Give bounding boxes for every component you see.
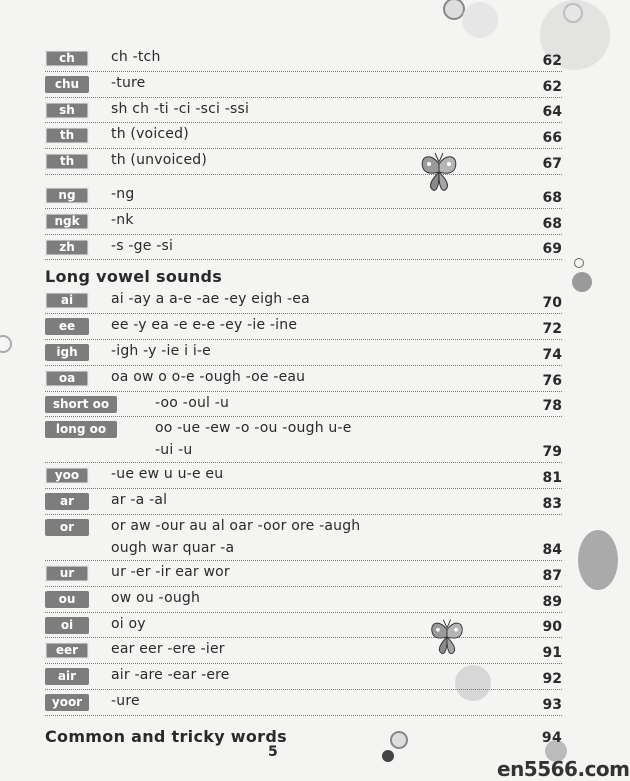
phoneme-badge: ch — [45, 50, 89, 67]
page-ref: 62 — [542, 78, 562, 95]
toc-row[interactable] — [45, 46, 562, 72]
spelling-list: -oo -oul -u — [155, 394, 230, 411]
spelling-list: th (unvoiced) — [111, 152, 208, 169]
phoneme-badge: yoo — [45, 467, 89, 484]
decor-bubble — [462, 2, 498, 38]
page-ref: 78 — [542, 398, 562, 415]
toc-row[interactable] — [45, 561, 562, 587]
toc-row[interactable] — [45, 489, 562, 515]
page-number: 5 — [268, 744, 278, 760]
toc-row[interactable] — [45, 149, 562, 175]
phoneme-badge: ur — [45, 565, 89, 582]
toc-row[interactable] — [45, 123, 562, 149]
toc-row[interactable] — [45, 613, 562, 639]
watermark: en5566.com — [497, 757, 630, 781]
page-ref: 89 — [542, 593, 562, 610]
spelling-list: oa ow o o-e -ough -oe -eau — [111, 368, 306, 385]
page-ref: 74 — [542, 346, 562, 363]
spelling-list: or aw -our au al oar -oor ore -augh — [111, 517, 361, 534]
page-ref: 81 — [542, 470, 562, 487]
decor-bubble — [572, 272, 592, 292]
toc-row[interactable] — [45, 72, 562, 98]
phoneme-badge: sh — [45, 102, 89, 119]
spelling-list: oo -ue -ew -o -ou -ough u-e — [155, 420, 352, 437]
phoneme-badge: ai — [45, 292, 89, 309]
page-ref: 83 — [542, 495, 562, 512]
decor-bubble — [574, 258, 584, 268]
page-ref: 79 — [542, 444, 562, 461]
spelling-list: oi oy — [111, 615, 146, 632]
phoneme-badge: chu — [45, 76, 89, 93]
toc-row[interactable] — [45, 638, 562, 664]
toc-row[interactable] — [45, 288, 562, 314]
phoneme-badge: eer — [45, 642, 89, 659]
page-ref: 67 — [542, 155, 562, 172]
phoneme-badge: long oo — [45, 421, 117, 438]
page-ref: 94 — [541, 729, 562, 746]
spelling-list: ur -er -ir ear wor — [111, 563, 230, 580]
decor-bubble — [578, 530, 618, 590]
section-heading[interactable] — [45, 262, 562, 288]
toc-row[interactable] — [45, 463, 562, 489]
toc-row[interactable] — [45, 98, 562, 124]
section-title: Long vowel sounds — [45, 267, 223, 287]
spelling-list: -ure — [111, 692, 140, 709]
decor-bubble — [382, 750, 394, 762]
page-ref: 70 — [542, 295, 562, 312]
page-ref: 76 — [542, 372, 562, 389]
page-ref: 87 — [542, 567, 562, 584]
toc-row[interactable] — [45, 515, 562, 561]
spelling-list: ow ou -ough — [111, 589, 201, 606]
phoneme-badge: ou — [45, 591, 89, 608]
toc-row[interactable] — [45, 664, 562, 690]
phoneme-badge: air — [45, 668, 89, 685]
page-ref: 62 — [542, 52, 562, 69]
toc-row[interactable] — [45, 587, 562, 613]
page-ref: 68 — [542, 215, 562, 232]
spelling-list: ch -tch — [111, 49, 161, 65]
toc-row[interactable] — [45, 366, 562, 392]
spelling-list: -ue ew u u-e eu — [111, 466, 224, 483]
decor-bubble — [0, 335, 12, 353]
toc-row[interactable] — [45, 690, 562, 716]
page-ref: 91 — [542, 645, 562, 662]
phoneme-badge: or — [45, 519, 89, 536]
spelling-list: -ui -u — [155, 442, 193, 459]
section-title: Common and tricky words — [45, 726, 287, 746]
spelling-list: -ture — [111, 74, 146, 91]
page-ref: 90 — [542, 619, 562, 636]
toc-row[interactable] — [45, 392, 562, 418]
spelling-list: -igh -y -ie i i-e — [111, 342, 211, 359]
page-ref: 72 — [542, 320, 562, 337]
spelling-list: air -are -ear -ere — [111, 667, 230, 684]
phoneme-badge: oi — [45, 617, 89, 634]
phoneme-badge: ngk — [45, 213, 89, 230]
page-ref: 66 — [542, 130, 562, 147]
phoneme-badge: ng — [45, 187, 89, 204]
page-ref: 68 — [542, 189, 562, 206]
phoneme-badge: oa — [45, 370, 89, 387]
toc-row[interactable] — [45, 235, 562, 261]
page-ref: 92 — [542, 670, 562, 687]
toc-row[interactable] — [45, 314, 562, 340]
phoneme-badge: igh — [45, 344, 89, 361]
page-ref: 84 — [542, 541, 562, 558]
butterfly-icon — [427, 617, 467, 657]
toc-row[interactable] — [45, 209, 562, 235]
phoneme-badge: th — [45, 127, 89, 144]
toc-row[interactable] — [45, 183, 562, 209]
page-ref: 69 — [542, 241, 562, 258]
spelling-list: ar -a -al — [111, 492, 168, 509]
spelling-list: sh ch -ti -ci -sci -ssi — [111, 100, 250, 117]
spelling-list: ai -ay a a-e -ae -ey eigh -ea — [111, 291, 310, 308]
phoneme-badge: short oo — [45, 396, 117, 413]
section-heading[interactable] — [45, 722, 562, 748]
page-ref: 64 — [542, 104, 562, 121]
spacer — [45, 175, 562, 183]
toc-row[interactable] — [45, 340, 562, 366]
spelling-list: ee -y ea -e e-e -ey -ie -ine — [111, 317, 298, 334]
toc-row[interactable] — [45, 417, 562, 463]
butterfly-icon — [417, 150, 461, 194]
spelling-list: th (voiced) — [111, 126, 189, 143]
spelling-list: -nk — [111, 211, 134, 228]
spelling-list: -s -ge -si — [111, 237, 174, 254]
phoneme-badge: th — [45, 153, 89, 170]
page-ref: 93 — [542, 696, 562, 713]
phoneme-badge: ee — [45, 318, 89, 335]
phoneme-badge: zh — [45, 239, 89, 256]
table-of-contents — [45, 46, 562, 748]
phoneme-badge: ar — [45, 493, 89, 510]
spelling-list: -ng — [111, 185, 135, 202]
spelling-list: ough war quar -a — [111, 539, 235, 556]
spelling-list: ear eer -ere -ier — [111, 641, 225, 658]
phoneme-badge: yoor — [45, 694, 89, 711]
